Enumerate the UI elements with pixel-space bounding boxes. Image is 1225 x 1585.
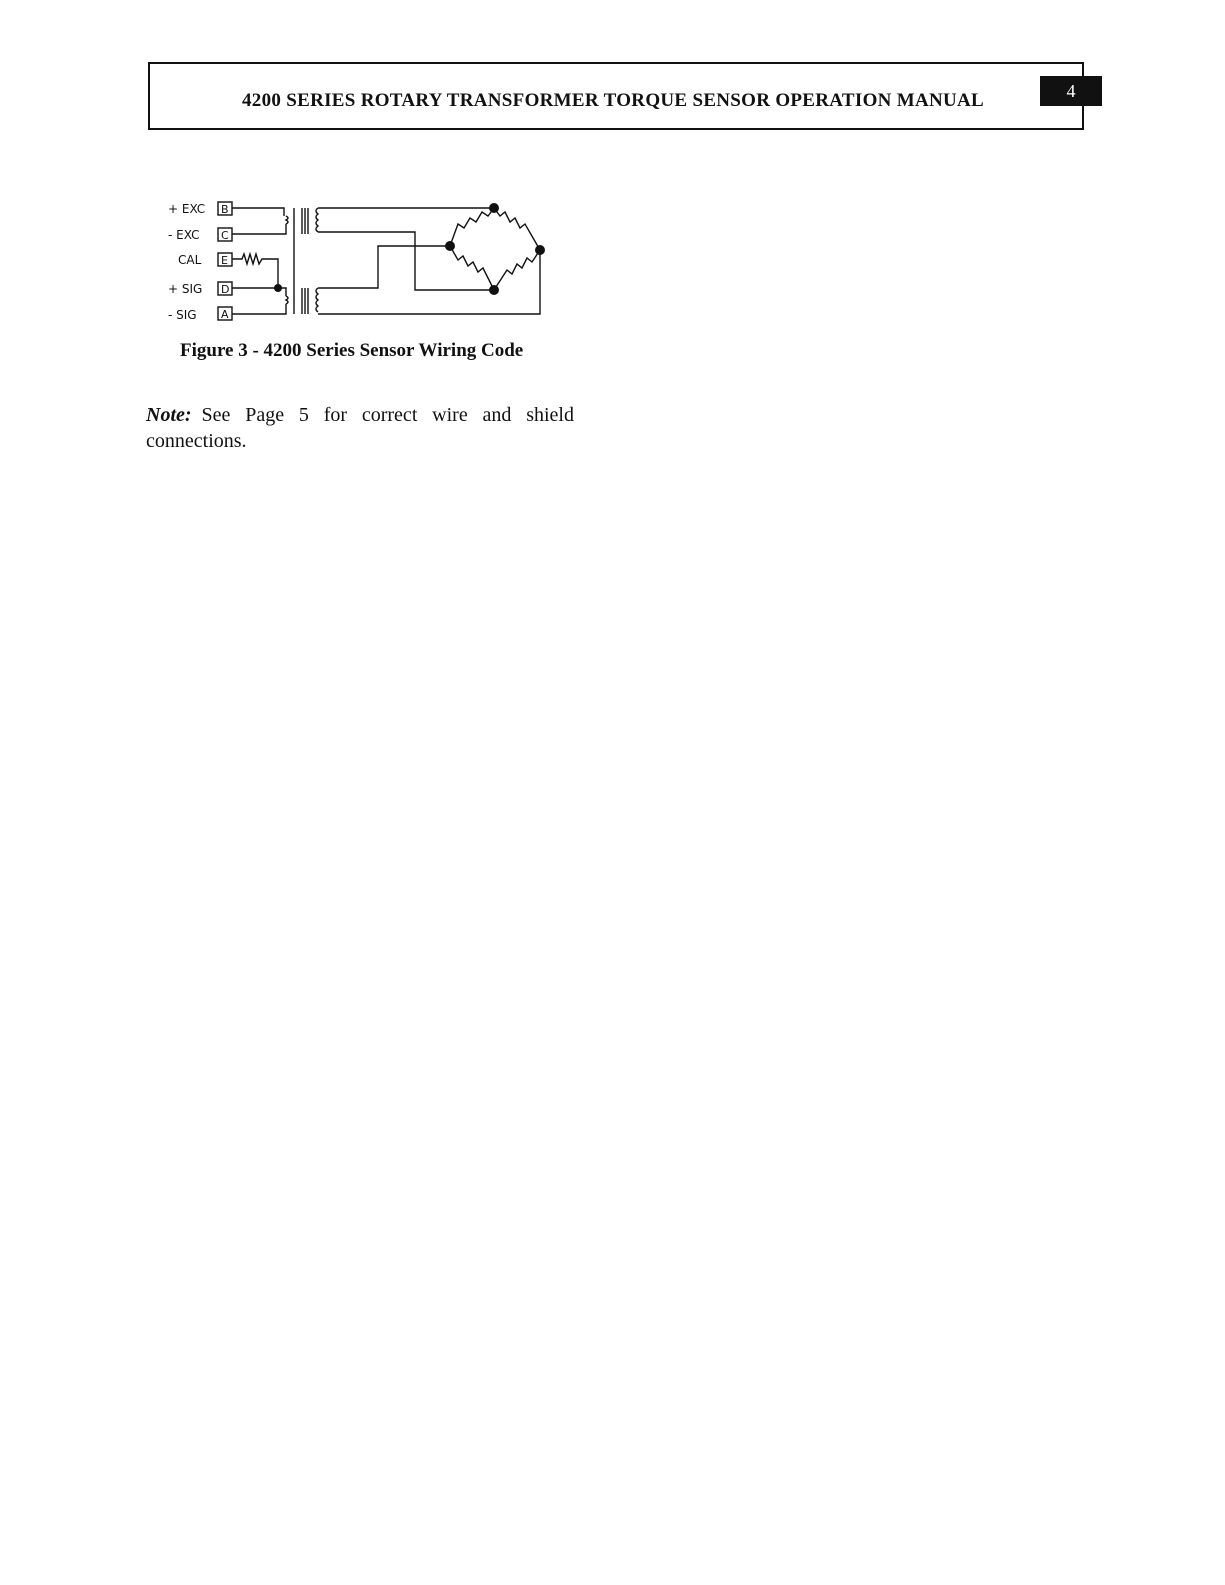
pin-label: - SIG bbox=[168, 308, 197, 322]
page-number-badge: 4 bbox=[1040, 76, 1102, 106]
note-label: Note: bbox=[146, 404, 192, 426]
pin-label: - EXC bbox=[168, 228, 200, 242]
pin-letter: A bbox=[221, 308, 229, 321]
pin-label: + SIG bbox=[168, 282, 203, 296]
page-header-title: 4200 SERIES ROTARY TRANSFORMER TORQUE SENSOR OPERATION MANUAL bbox=[242, 90, 985, 111]
note-text: See Page 5 for correct wire and shield connections. bbox=[146, 404, 574, 452]
pin-letter: C bbox=[221, 229, 229, 242]
header-box bbox=[148, 62, 1084, 130]
pin-label: + EXC bbox=[168, 202, 206, 216]
figure-caption: Figure 3 - 4200 Series Sensor Wiring Code bbox=[180, 340, 524, 361]
wiring-diagram bbox=[160, 190, 560, 330]
pin-letter: E bbox=[221, 254, 228, 267]
note-paragraph bbox=[146, 402, 574, 454]
pin-letter: D bbox=[221, 283, 230, 296]
pin-label: CAL bbox=[178, 253, 202, 267]
pin-letter: B bbox=[221, 203, 229, 216]
